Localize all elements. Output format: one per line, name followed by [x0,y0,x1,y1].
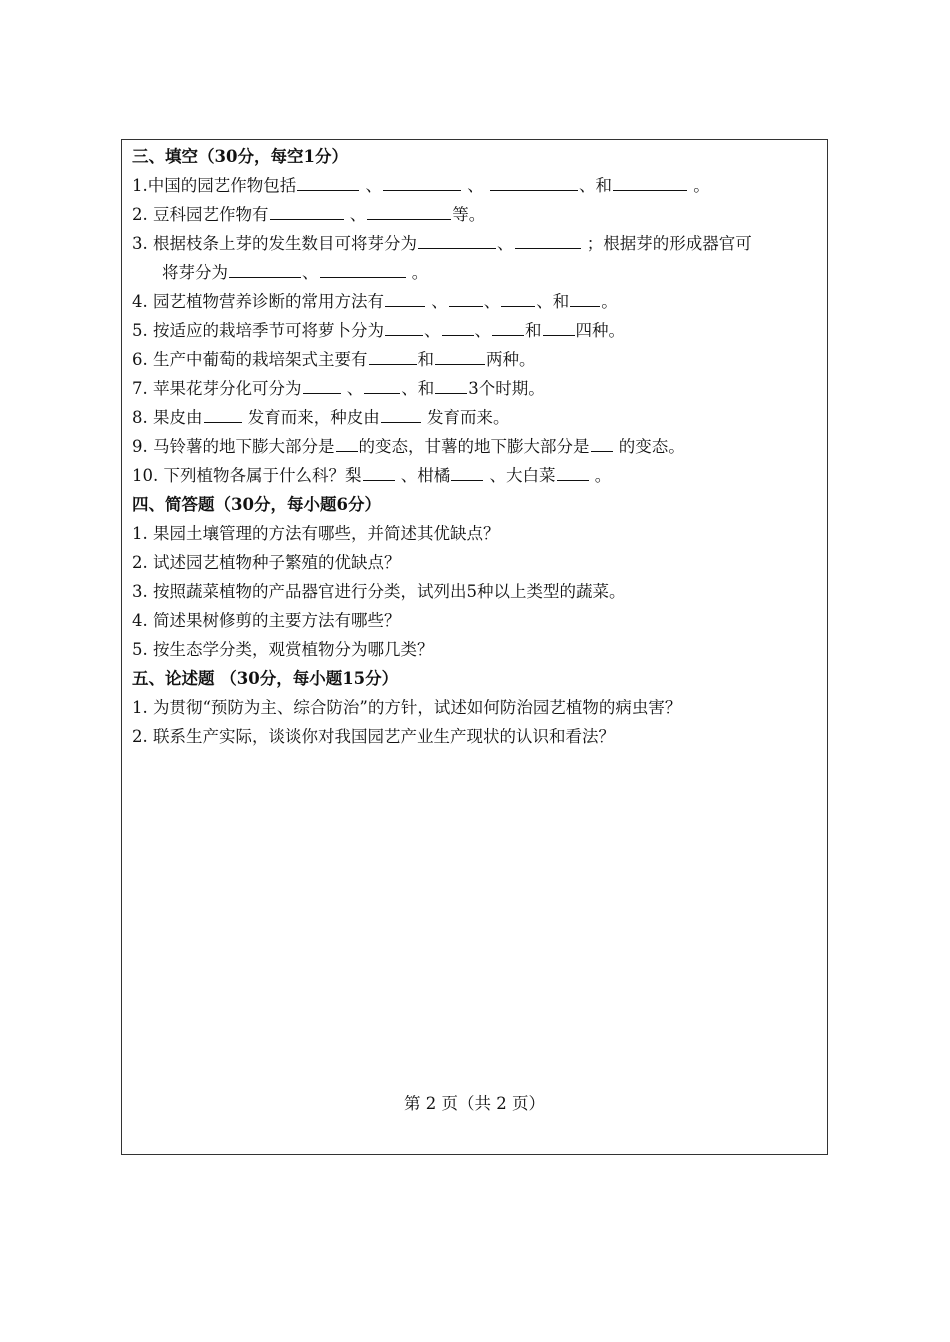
question-4-4: 4. 简述果树修剪的主要方法有哪些？ [132,611,401,630]
answer-blank [591,437,613,452]
answer-blank [515,234,581,249]
answer-blank [501,292,535,307]
question-5-2: 2. 联系生产实际，谈谈你对我国园艺产业生产现状的认识和看法？ [132,727,615,746]
answer-blank [442,321,474,336]
answer-blank [270,205,344,220]
answer-blank [449,292,483,307]
answer-blank [451,466,483,481]
section-5-heading: 五、论述题 （30分，每小题15分） [132,669,399,688]
section-3-heading: 三、填空（30分，每空1分） [132,147,348,166]
question-4-5: 5. 按生态学分类，观赏植物分为哪几类？ [132,640,434,659]
question-3-6: 6. 生产中葡萄的栽培架式主要有 和 两种。 [132,350,536,369]
answer-blank [570,292,600,307]
exam-page-frame [121,139,828,1155]
answer-blank [204,408,242,423]
answer-blank [385,321,423,336]
page-number-footer: 第 2 页（共 2 页） [404,1094,545,1113]
question-3-9: 9. 马铃薯的地下膨大部分是 的变态，甘薯的地下膨大部分是 的变态。 [132,437,685,456]
section-4-heading: 四、简答题（30分，每小题6分） [132,495,381,514]
answer-blank [381,408,421,423]
question-3-3-continued: 将芽分为 、 。 [162,263,429,282]
answer-blank [369,350,417,365]
question-3-5: 5. 按适应的栽培季节可将萝卜分为 、 、 和 四种。 [132,321,625,340]
question-4-3: 3. 按照蔬菜植物的产品器官进行分类，试列出5种以上类型的蔬菜。 [132,582,626,601]
answer-blank [385,292,425,307]
answer-blank [418,234,496,249]
question-3-10: 10. 下列植物各属于什么科？梨 、柑橘 、大白菜 。 [132,466,612,485]
question-3-8: 8. 果皮由 发育而来，种皮由 发育而来。 [132,408,510,427]
answer-blank [303,379,341,394]
answer-blank [557,466,589,481]
answer-blank [297,176,359,191]
question-3-2: 2. 豆科园艺作物有 、 等。 [132,205,486,224]
answer-blank [320,263,406,278]
question-4-1: 1. 果园土壤管理的方法有哪些，并简述其优缺点？ [132,524,500,543]
answer-blank [435,350,485,365]
answer-blank [543,321,575,336]
question-3-1: 1.中国的园艺作物包括 、 、 、和 。 [132,176,710,195]
question-4-2: 2. 试述园艺植物种子繁殖的优缺点？ [132,553,401,572]
answer-blank [492,321,524,336]
answer-blank [435,379,467,394]
question-3-3: 3. 根据枝条上芽的发生数目可将芽分为 、 ；根据芽的形成器官可 [132,234,752,253]
question-5-1: 1. 为贯彻“预防为主、综合防治”的方针，试述如何防治园艺植物的病虫害？ [132,698,682,717]
answer-blank [229,263,301,278]
answer-blank [336,437,358,452]
question-3-7: 7. 苹果花芽分化可分为 、 、和 3个时期。 [132,379,545,398]
answer-blank [363,466,395,481]
question-3-4: 4. 园艺植物营养诊断的常用方法有 、 、 、和 。 [132,292,618,311]
answer-blank [490,176,578,191]
answer-blank [367,205,451,220]
answer-blank [364,379,400,394]
answer-blank [613,176,687,191]
answer-blank [383,176,461,191]
